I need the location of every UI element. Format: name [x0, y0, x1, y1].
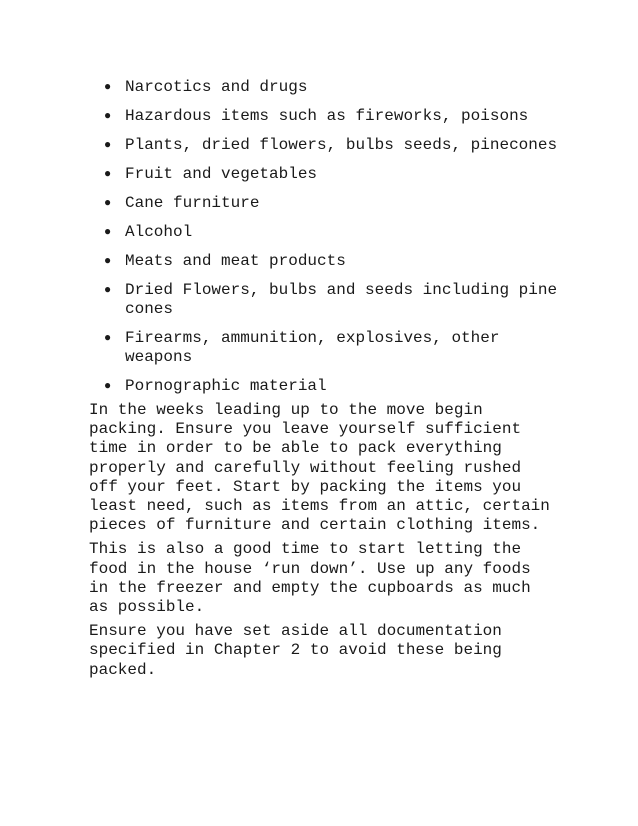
bullet-icon: ●: [104, 225, 112, 239]
list-item-text: Narcotics and drugs: [125, 78, 308, 96]
list-item-text: Hazardous items such as fireworks, poisons: [125, 107, 529, 125]
list-item-text: Alcohol: [125, 223, 193, 241]
paragraph-food: This is also a good time to start letting the food in the house ‘run down’. Use up any foods in the freezer and empty the cupboards as much as possible.: [89, 540, 531, 617]
bullet-icon: ●: [104, 80, 112, 94]
list-item: [89, 107, 559, 126]
list-item: [89, 329, 559, 367]
list-item-text: Pornographic material: [125, 377, 327, 395]
bullet-icon: ●: [104, 254, 112, 268]
bullet-icon: ●: [104, 331, 112, 345]
list-item: [89, 223, 559, 242]
list-item-text: Cane furniture: [125, 194, 260, 212]
list-item: [89, 165, 559, 184]
list-item: [89, 136, 559, 155]
list-item-text: Meats and meat products: [125, 252, 346, 270]
prohibited-items-list: [89, 78, 559, 396]
list-item-text: Firearms, ammunition, explosives, other weapons: [125, 329, 500, 366]
list-item: [89, 78, 559, 97]
paragraph-documentation: Ensure you have set aside all documentation specified in Chapter 2 to avoid these being packed.: [89, 622, 502, 679]
list-item: [89, 194, 559, 213]
list-item: [89, 252, 559, 271]
list-item: [89, 281, 559, 319]
bullet-icon: ●: [104, 167, 112, 181]
bullet-icon: ●: [104, 283, 112, 297]
bullet-icon: ●: [104, 109, 112, 123]
bullet-icon: ●: [104, 379, 112, 393]
list-item-text: Fruit and vegetables: [125, 165, 318, 183]
bullet-icon: ●: [104, 138, 112, 152]
document-page: [89, 78, 559, 685]
list-item: [89, 377, 559, 396]
list-item-text: Plants, dried flowers, bulbs seeds, pinecones: [125, 136, 558, 154]
paragraph-packing: In the weeks leading up to the move begin packing. Ensure you leave yourself sufficient time in order to be able to pack everything properly and carefully without feeling rushed off your feet. Start by packing the items you least need, such as items from an attic, certain pieces of furniture and certain clothing items.: [89, 401, 550, 535]
list-item-text: Dried Flowers, bulbs and seeds including pine cones: [125, 281, 558, 318]
bullet-icon: ●: [104, 196, 112, 210]
